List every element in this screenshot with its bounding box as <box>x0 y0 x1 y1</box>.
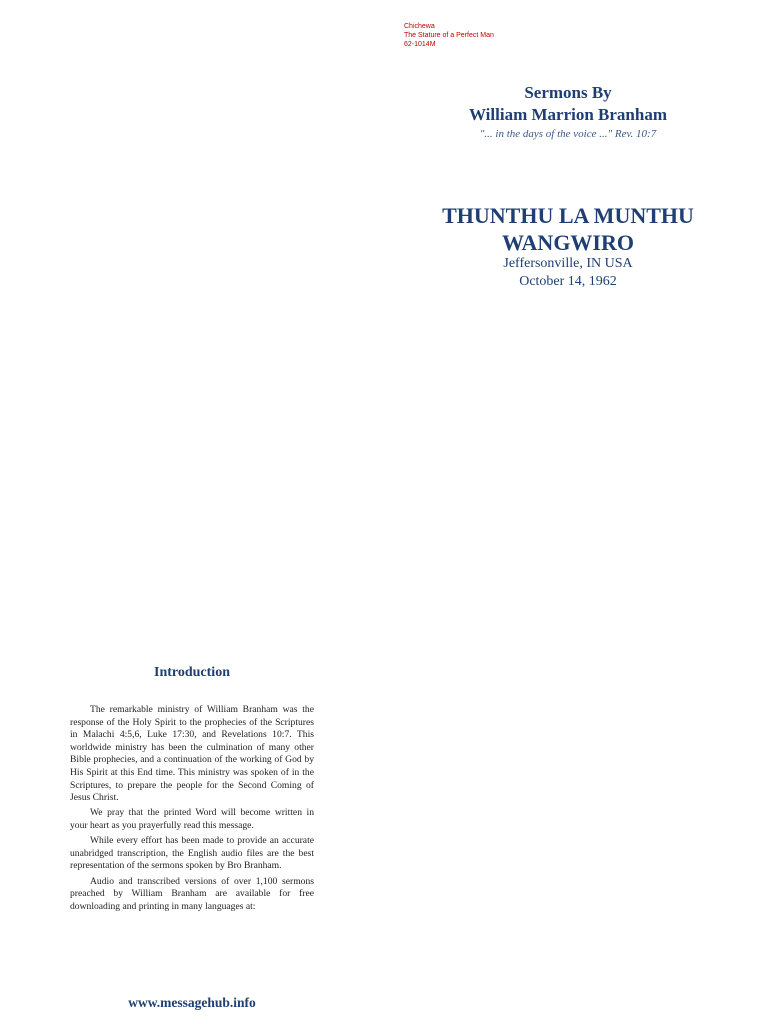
english-title-label: The Stature of a Perfect Man <box>404 32 494 39</box>
sermon-title-line1: THUNTHU LA MUNTHU <box>442 203 694 228</box>
sermon-title-line2: WANGWIRO <box>501 230 634 255</box>
sermon-code-label: 62-1014M <box>404 41 436 48</box>
language-label: Chichewa <box>404 23 435 30</box>
introduction-body <box>70 704 314 916</box>
intro-paragraph: We pray that the printed Word will become written in your heart as you prayerfully read this message. <box>70 807 314 831</box>
sermon-place: Jeffersonville, IN USA <box>503 256 633 271</box>
series-heading: Sermons By <box>524 83 612 102</box>
header-note <box>404 22 494 49</box>
sermon-date: October 14, 1962 <box>519 274 617 289</box>
sermon-title <box>384 202 752 256</box>
intro-paragraph: Audio and transcribed versions of over 1,100 sermons preached by William Branham are available for free downloading and printing in many languages at: <box>70 875 314 912</box>
website-link[interactable]: www.messagehub.info <box>128 995 256 1010</box>
introduction-heading: Introduction <box>154 665 230 680</box>
author-name: William Marrion Branham <box>468 105 667 124</box>
verse-quote: "... in the days of the voice ..." Rev. 10:7 <box>479 128 657 140</box>
intro-paragraph: While every effort has been made to provide an accurate unabridged transcription, the English audio files are the best representation of the sermons spoken by Bro Branham. <box>70 835 314 872</box>
intro-paragraph: The remarkable ministry of William Branham was the response of the Holy Spirit to the prophecies of the Scriptures in Malachi 4:5,6, Luke 17:30, and Revelations 10:7. This worldwide ministry has been the culmination of many other Bible prophecies, and a continuation of the working of God by His Spirit at this End time. This ministry was spoken of in the Scriptures, to prepare the people for the Second Coming of Jesus Christ. <box>70 704 314 804</box>
